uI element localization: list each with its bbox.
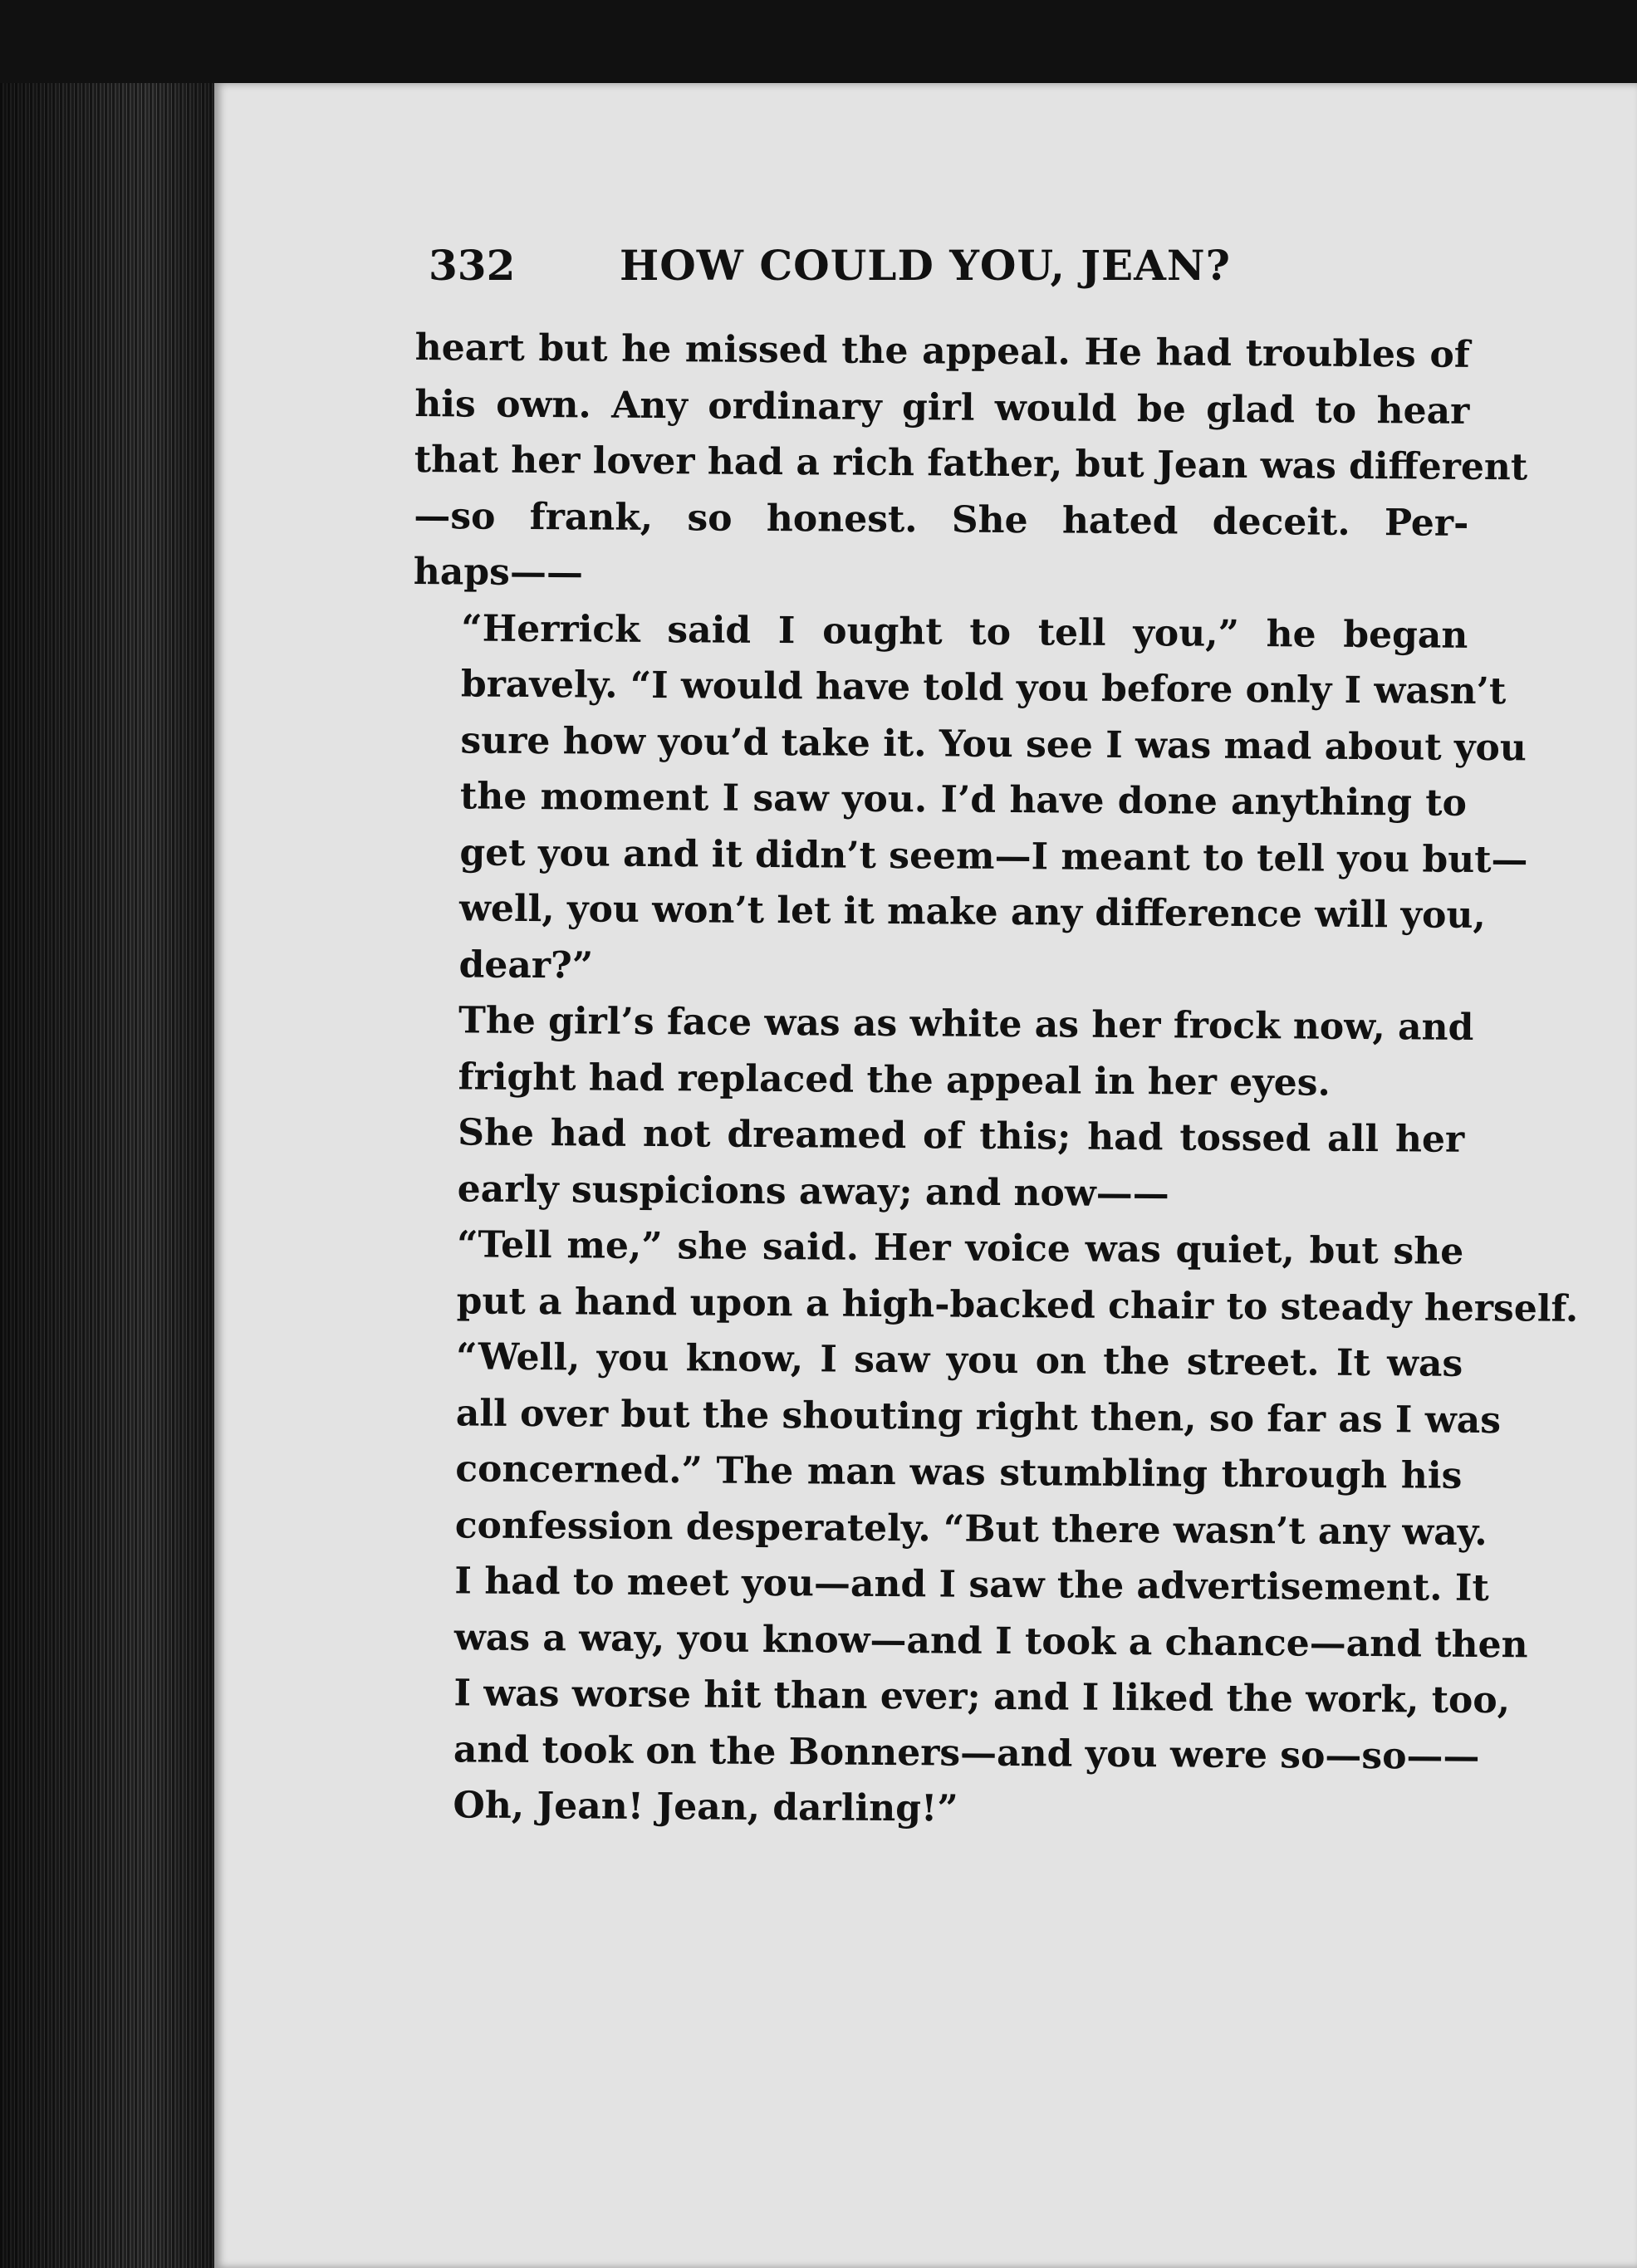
text-line: early suspicions away; and now—— [457, 1167, 1169, 1215]
paragraph [404, 1329, 1528, 1840]
text-line: sure how you’d take it. You see I was mad about you [460, 718, 1527, 769]
page-number: 332 [429, 241, 516, 290]
paragraph [409, 992, 1474, 1112]
running-head [214, 241, 1477, 307]
paragraph [413, 320, 1528, 607]
text-line: “Well, you know, I saw you on the street. It was [456, 1335, 1463, 1385]
text-line: confession desperately. “But there wasn’t any way. [454, 1503, 1488, 1554]
text-line: “Herrick said I ought to tell you,” he began [461, 606, 1468, 657]
text-line: well, you won’t let it make any difference will you, [458, 887, 1486, 938]
book-page-edges [0, 83, 214, 2268]
paragraph [409, 1105, 1464, 1224]
text-line: The girl’s face was as white as her frock now, and [458, 999, 1474, 1049]
text-line: bravely. “I would have told you before only I wasn’t [460, 663, 1507, 713]
text-line: his own. Any ordinary girl would be glad to hear [414, 382, 1470, 433]
body-text [404, 320, 1579, 1840]
text-line: all over but the shouting right then, so far as I was [455, 1391, 1502, 1442]
text-line: —so frank, so honest. She hated deceit. Per- [414, 494, 1469, 545]
text-line: She had not dreamed of this; had tossed all her [457, 1111, 1465, 1161]
text-line: “Tell me,” she said. Her voice was quiet, but she [457, 1223, 1464, 1273]
text-line: haps—— [413, 550, 584, 595]
text-line: dear?” [458, 943, 594, 987]
text-line: heart but he missed the appeal. He had troubles of [414, 326, 1470, 376]
text-line: I was worse hit than ever; and I liked the work, too, [453, 1672, 1511, 1722]
text-line: concerned.” The man was stumbling through his [455, 1448, 1463, 1497]
text-line: get you and it didn’t seem—I meant to tell you but— [459, 830, 1528, 881]
text-line: and took on the Bonners—and you were so—so—— [453, 1727, 1480, 1778]
paragraph [409, 1217, 1579, 1336]
text-line: Oh, Jean! Jean, darling!” [453, 1784, 958, 1830]
scan-top-margin [0, 0, 1637, 83]
paragraph [410, 600, 1528, 999]
text-line: I had to meet you—and I saw the advertisement. It [454, 1560, 1489, 1610]
text-line: the moment I saw you. I’d have done anything to [459, 775, 1468, 825]
text-line: fright had replaced the appeal in her eyes. [458, 1055, 1331, 1105]
text-line: that her lover had a rich father, but Jean was different [414, 438, 1528, 489]
text-line: put a hand upon a high-backed chair to steady herself. [456, 1279, 1579, 1330]
running-title: HOW COULD YOU, JEAN? [620, 241, 1231, 290]
text-line: was a way, you know—and I took a chance—and then [453, 1615, 1528, 1666]
